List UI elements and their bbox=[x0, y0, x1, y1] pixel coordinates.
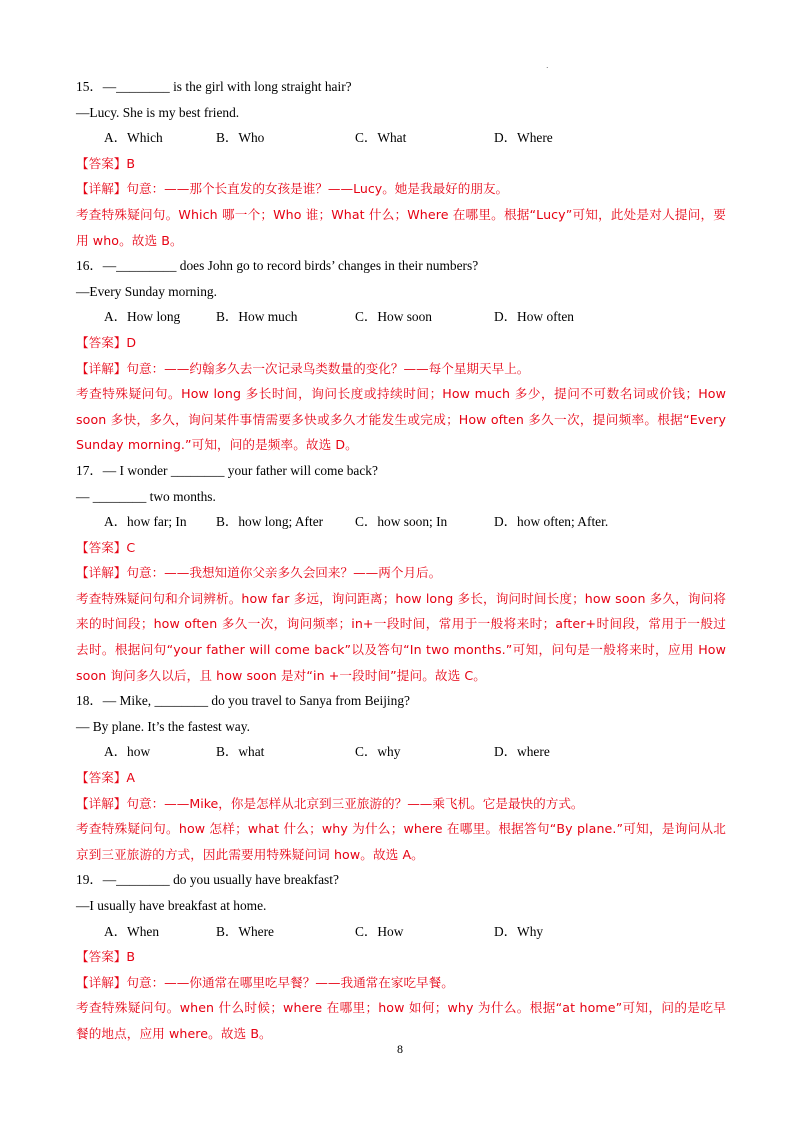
option-c: C．why bbox=[355, 744, 401, 760]
analysis-text: 考查特殊疑问句。when 什么时候；where 在哪里；how 如何；why 为什么。根据“at home”可知，问的是吃早餐的地点，应用 where。故选 B。 bbox=[76, 1000, 726, 1041]
option-b: B．How much bbox=[216, 309, 298, 325]
option-a: A．When bbox=[104, 923, 160, 939]
question-stem: 18．— Mike, ________ do you travel to Sanya from Beijing? bbox=[76, 693, 410, 709]
option-b: B．how long; After bbox=[216, 514, 324, 530]
option-b: B．what bbox=[216, 744, 265, 760]
detail-line: 【详解】句意：——约翰多久去一次记录鸟类数量的变化？——每个星期天早上。 bbox=[76, 360, 530, 376]
question-reply: —Lucy. She is my best friend. bbox=[76, 104, 240, 120]
question-reply: — By plane. It’s the fastest way. bbox=[76, 718, 250, 734]
question-block bbox=[76, 253, 726, 458]
option-row bbox=[76, 304, 726, 330]
analysis-text: 考查特殊疑问句。Which 哪一个；Who 谁；What 什么；Where 在哪里。根据“Lucy”可知，此处是对人提问，要用 who。故选 B。 bbox=[76, 206, 726, 248]
detail-line: 【详解】句意：——你通常在哪里吃早餐？——我通常在家吃早餐。 bbox=[76, 974, 454, 990]
option-b: B．Where bbox=[216, 923, 275, 939]
page-number: 8 bbox=[397, 1042, 403, 1056]
analysis-text: 考查特殊疑问句。how 怎样；what 什么；why 为什么；where 在哪里。根据答句“By plane.”可知，是询问从北京到三亚旅游的方式，因此需要用特殊疑问词 how。故选 A。 bbox=[76, 821, 726, 862]
answer-line: 【答案】A bbox=[76, 770, 135, 786]
question-reply: —I usually have breakfast at home. bbox=[76, 898, 267, 913]
option-c: C．how soon; In bbox=[355, 514, 448, 530]
answer-line: 【答案】C bbox=[76, 539, 136, 555]
option-row bbox=[76, 509, 726, 535]
question-stem: 16．—_________ does John go to record birds’ changes in their numbers? bbox=[76, 258, 479, 274]
option-c: C．How soon bbox=[355, 309, 433, 325]
option-d: D．where bbox=[494, 744, 550, 760]
option-d: D．Where bbox=[494, 130, 553, 146]
analysis-text: 考查特殊疑问句。How long 多长时间，询问长度或持续时间；How much 多少，提问不可数名词或价钱；How soon 多快，多久，询问某件事情需要多快或多久才能发生或完成；How often 多久一次，提问频率。根据“Every Sunday morning.”可知，问的是频率。故选 D。 bbox=[76, 386, 726, 453]
option-a: A．Which bbox=[104, 130, 163, 146]
option-a: A．How long bbox=[104, 309, 181, 325]
question-stem: 15．—________ is the girl with long straight hair? bbox=[76, 79, 352, 94]
analysis-text: 考查特殊疑问句和介词辨析。how far 多远，询问距离；how long 多长，询问时间长度；how soon 多久，询问将来的时间段；how often 多久一次，询问频率；in+一段时间，常用于一般将来时；after+时间段，常用于一般过去时。根据问句“your father will come back”以及答句“In two months.”可知，问句是一般将来时，应用 How soon 询问多久以后，且 how soon 是对“in +一段时间”提问。故选 C。 bbox=[76, 590, 726, 683]
option-a: A．how bbox=[104, 744, 151, 760]
detail-line: 【详解】句意：——我想知道你父亲多久会回来？——两个月后。 bbox=[76, 565, 442, 581]
detail-line: 【详解】句意：——Mike，你是怎样从北京到三亚旅游的？——乘飞机。它是最快的方式。 bbox=[76, 795, 584, 811]
option-row bbox=[76, 919, 726, 945]
option-a: A．how far; In bbox=[104, 514, 187, 530]
question-block bbox=[76, 688, 726, 867]
option-c: C．How bbox=[355, 923, 404, 939]
question-reply: —Every Sunday morning. bbox=[76, 283, 217, 299]
answer-line: 【答案】B bbox=[76, 949, 136, 965]
option-d: D．Why bbox=[494, 923, 544, 939]
option-d: D．how often; After. bbox=[494, 514, 609, 530]
question-reply: — ________ two months. bbox=[76, 488, 216, 504]
answer-line: 【答案】B bbox=[76, 155, 136, 171]
option-b: B．Who bbox=[216, 130, 265, 146]
detail-line: 【详解】句意：——那个长直发的女孩是谁？——Lucy。她是我最好的朋友。 bbox=[76, 181, 509, 197]
answer-line: 【答案】D bbox=[76, 334, 137, 350]
question-stem: 17．— I wonder ________ your father will come back? bbox=[76, 462, 378, 478]
question-block bbox=[76, 867, 726, 1046]
corner-mark: . bbox=[546, 60, 549, 70]
question-list bbox=[76, 74, 726, 1047]
option-d: D．How often bbox=[494, 309, 574, 325]
option-c: C．What bbox=[355, 130, 407, 146]
question-block bbox=[76, 74, 726, 253]
option-row bbox=[76, 125, 726, 151]
question-stem: 19．—________ do you usually have breakfast? bbox=[76, 872, 339, 888]
option-row bbox=[76, 739, 726, 765]
question-block bbox=[76, 458, 726, 688]
